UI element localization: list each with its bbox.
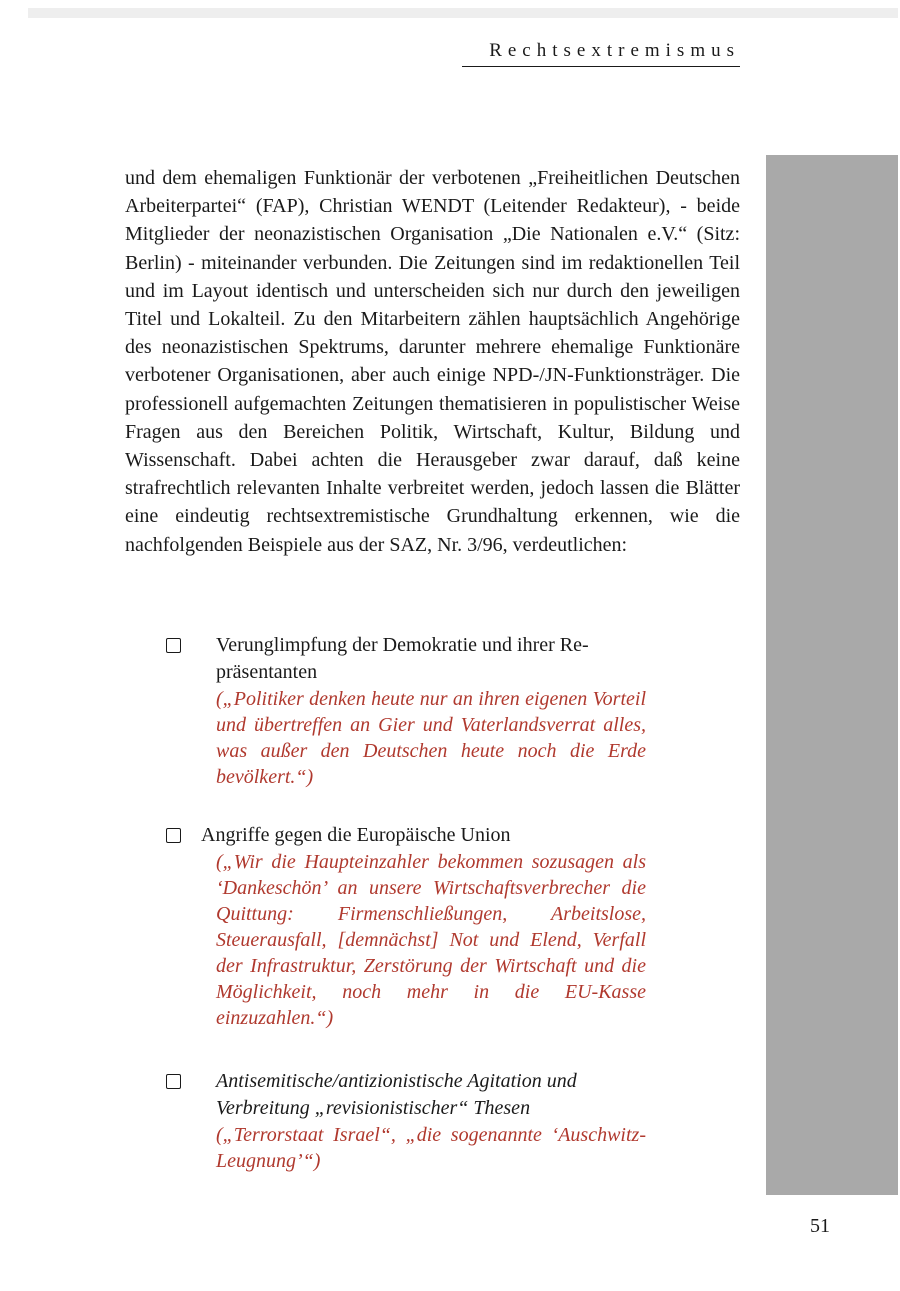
list-item (166, 822, 646, 1031)
checkbox-icon (166, 638, 181, 653)
list-item-heading: Angriffe gegen die Europäische Union (201, 824, 511, 846)
list-item (166, 632, 646, 790)
list-item-heading: Antisemitische/antizionistische Agitation und Verbreitung „revisionistischer“ Thesen (216, 1070, 577, 1119)
margin-tab-bar (766, 155, 898, 1195)
running-header: Rechtsextremismus (489, 40, 740, 61)
page-number: 51 (810, 1215, 830, 1237)
checkbox-icon (166, 828, 181, 843)
checkbox-icon (166, 1074, 181, 1089)
list-item-heading: Verunglimpfung der Demokratie und ihrer Repräsentanten (216, 634, 589, 683)
list-item (166, 1068, 646, 1174)
top-scan-edge (28, 8, 898, 18)
list-item-quote: („Politiker denken heute nur an ihren eigenen Vorteil und übertreffen an Gier und Vaterlandsverrat alles, was außer den Deutschen heute noch die Erde bevölkert.“) (216, 688, 646, 788)
list-item-quote: („Terrorstaat Israel“, „die sogenannte ‘Auschwitz-Leugnung’“) (216, 1124, 646, 1172)
header-rule (462, 66, 740, 67)
list-item-quote: („Wir die Haupteinzahler bekommen sozusagen als ‘Dankeschön’ an unsere Wirtschaftsverbrecher die Quittung: Firmenschließungen, Arbeitslose, Steuerausfall, [demnächst] Not und Elend, Verfall der Infrastruktur, Zerstörung der Wirtschaft und die Möglichkeit, noch mehr in die EU-Kasse einzuzahlen.“) (216, 851, 646, 1029)
body-paragraph: und dem ehemaligen Funktionär der verbotenen „Freiheitlichen Deutschen Arbeiterpartei“ (FAP), Christian WENDT (Leitender Redakteur), - beide Mitglieder der neonazistischen Organisation „Die Nationalen e.V.“ (Sitz: Berlin) - miteinander verbunden. Die Zeitungen sind im redaktionellen Teil und im Layout identisch und unterscheiden sich nur durch den jeweiligen Titel und Lokalteil. Zu den Mitarbeitern zählen hauptsächlich Angehörige des neonazistischen Spektrums, darunter mehrere ehemalige Funktionäre verbotener Organisationen, aber auch einige NPD-/JN-Funktionsträger. Die professionell aufgemachten Zeitungen thematisieren in populistischer Weise Fragen aus den Bereichen Politik, Wirtschaft, Kultur, Bildung und Wissenschaft. Dabei achten die Herausgeber zwar darauf, daß keine strafrechtlich relevanten Inhalte verbreitet werden, jedoch lassen die Blätter eine eindeutig rechtsextremistische Grundhaltung erkennen, wie die nachfolgenden Beispiele aus der SAZ, Nr. 3/96, verdeutlichen: (125, 167, 740, 556)
